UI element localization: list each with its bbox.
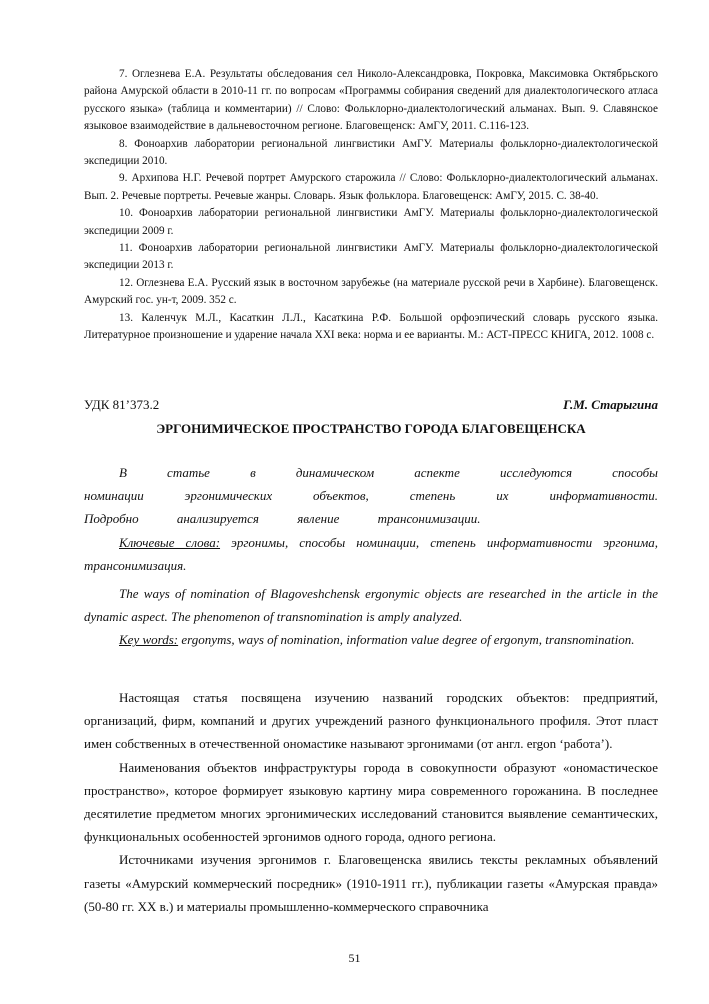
reference-item: 8. Фоноархив лаборатории региональной лингвистики АмГУ. Материалы фольклорно-диалектологической экспедиции 2010. [84, 137, 658, 168]
abstract-english [84, 582, 658, 652]
udk-code: УДК 81’373.2 [84, 397, 160, 412]
article-body [84, 686, 658, 918]
abstract-russian [84, 461, 658, 577]
reference-item: 12. Оглезнева Е.А. Русский язык в восточном зарубежье (на материале русской речи в Харбине). Благовещенск. Амурский гос. ун-т, 2009. 352 с. [84, 276, 658, 307]
keywords-label-en: Key words: [119, 632, 179, 648]
body-paragraph: Настоящая статья посвящена изучению названий городских объектов: предприятий, организаций, фирм, компаний и других учреждений разного функционального профиля. Этот пласт имен собственных в отечественной ономастике называют эргонимами (от англ. ergon ‘работа’). [84, 690, 658, 752]
reference-item: 10. Фоноархив лаборатории региональной лингвистики АмГУ. Материалы фольклорно-диалектологической экспедиции 2009 г. [84, 207, 658, 237]
keywords-ru [84, 531, 658, 577]
reference-list [84, 66, 658, 345]
keywords-text-en: ergonyms, ways of nomination, information value degree of ergonym, transnomination. [178, 632, 635, 648]
body-paragraph: Источниками изучения эргонимов г. Благовещенска явились тексты рекламных объявлений газеты «Амурский коммерческий посредник» (1910-1911 гг.), публикации газеты «Амурская правда» (50-80 гг. XX в.) и материалы промышленно-коммерческого справочника [84, 852, 658, 914]
keywords-label-ru: Ключевые слова: [119, 534, 221, 550]
reference-item: 11. Фоноархив лаборатории региональной лингвистики АмГУ. Материалы фольклорно-диалектологической экспедиции 2013 г. [84, 242, 658, 272]
reference-item: 13. Каленчук М.Л., Касаткин Л.Л., Касаткина Р.Ф. Большой орфоэпический словарь русского языка. Литературное произношение и ударение начала XXI века: норма и ее варианты. М.: АСТ-ПРЕСС КНИГА, 2012. 1008 с. [84, 311, 658, 342]
body-paragraph: Наименования объектов инфраструктуры города в совокупности образуют «ономастическое пространство», которое формирует языковую картину мира современного горожанина. В последнее десятилетие предметом многих эргонимических исследований становится выявление семантических, функциональных особенностей эргонимов одного города, одного региона. [84, 759, 658, 845]
abstract-text-ru: В статье в динамическом аспекте исследуются способы номинации эргонимических объектов, степень их информативности. Подробно анализируется явление трансонимизации. [84, 465, 658, 527]
abstract-text-en: The ways of nomination of Blagoveshchensk ergonymic objects are researched in the article in the dynamic aspect. The phenomenon of transnomination is amply analyzed. [84, 586, 658, 625]
article-author: Г.М. Старыгина [563, 397, 658, 412]
article-title: ЭРГОНИМИЧЕСКОЕ ПРОСТРАНСТВО ГОРОДА БЛАГОВЕЩЕНСКА [156, 421, 586, 436]
reference-item: 7. Оглезнева Е.А. Результаты обследования сел Николо-Александровка, Покровка, Максимовка Октябрьского района Амурской области в 2010-11 гг. по вопросам «Программы собирания сведений для диалектологического атласа русского языка» (таблица и комментарии) // Слово: Фольклорно-диалектологический альманах. Вып. 9. Славянское языковое взаимодействие в дальневосточном регионе. Благовещенск: АмГУ, 2011. С.116-123. [84, 68, 658, 133]
keywords-en [84, 628, 658, 651]
page-number: 51 [348, 951, 361, 965]
keywords-text-ru: эргонимы, способы номинации, степень информативности эргонима, трансонимизация. [84, 534, 658, 573]
reference-item: 9. Архипова Н.Г. Речевой портрет Амурского старожила // Слово: Фольклорно-диалектологический альманах. Вып. 2. Речевые портреты. Речевые жанры. Словарь. Язык фольклора. Благовещенск: АмГУ, 2015. С. 38-40. [84, 172, 658, 202]
